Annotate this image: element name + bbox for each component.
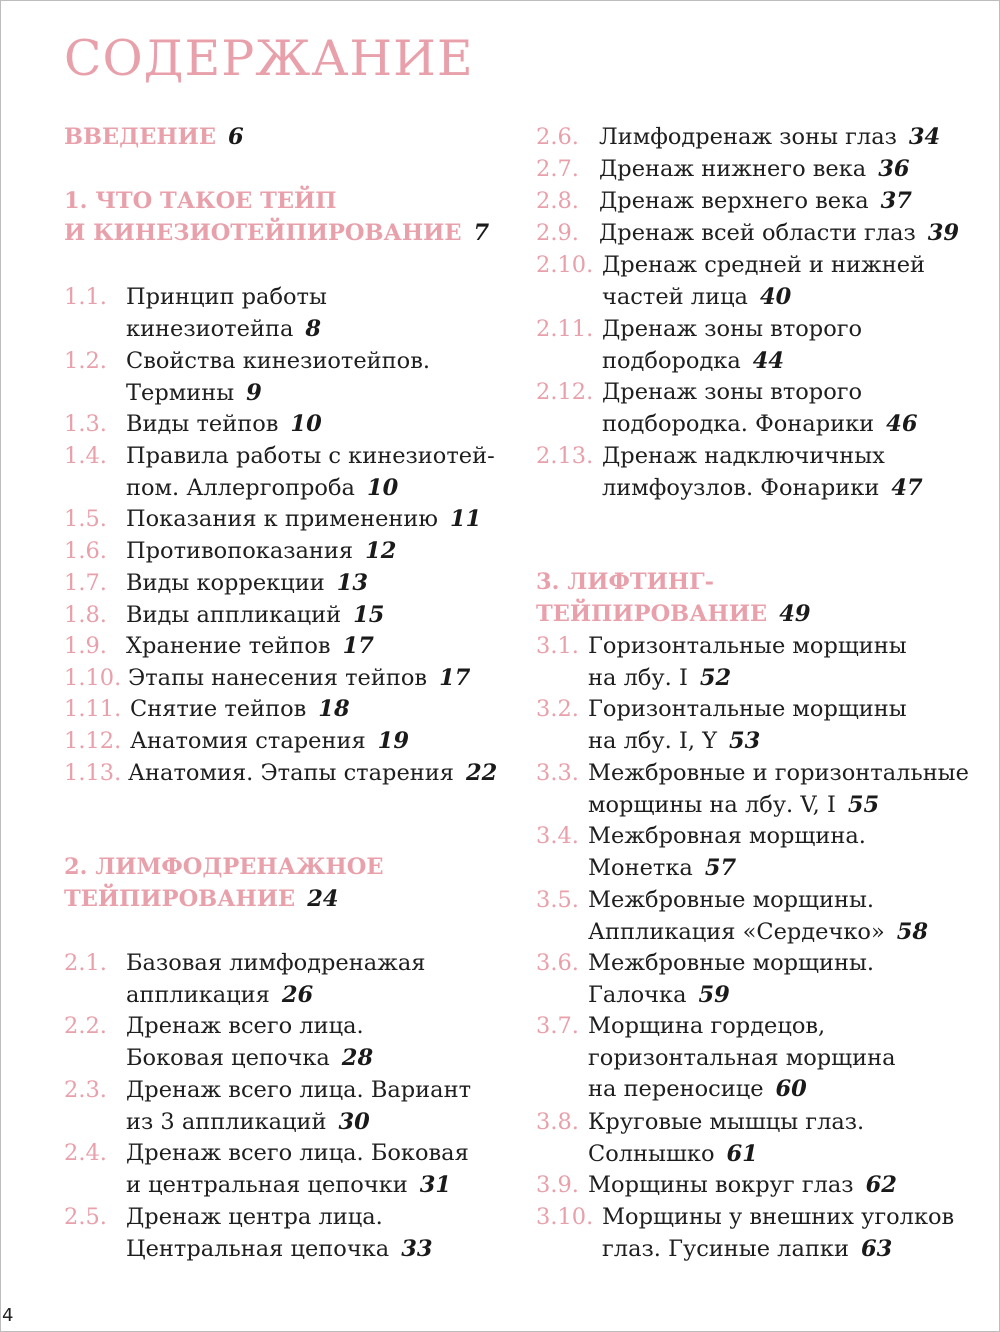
toc-entry-text: Анатомия старения [130,728,366,754]
toc-entry-number: 2.13. [536,443,594,469]
toc-entry-number: 2.2. [64,1013,107,1039]
toc-entry-number: 2.11. [536,316,594,342]
toc-entry-2-1[interactable] [64,948,514,1011]
toc-entry-1-1[interactable] [64,282,514,345]
toc-entry-text: Горизонтальные морщины на лбу. I [588,633,907,691]
toc-page-number: 46 [886,410,918,437]
toc-entry-3-9[interactable] [536,1170,986,1202]
toc-entry-2-9[interactable] [536,218,986,250]
toc-entry-number: 3.8. [536,1109,579,1135]
toc-entry-1-6[interactable] [64,536,514,568]
toc-entry-number: 1.13. [64,760,122,786]
toc-entry-text: Лимфодренаж зоны глаз [599,124,897,150]
toc-page-number: 58 [896,918,929,945]
page-number-folio: 4 [2,1305,14,1326]
toc-entry-3-2[interactable] [536,694,986,757]
toc-entry-number: 2.1. [64,950,107,976]
toc-entry-1-12[interactable] [64,726,514,758]
toc-page-number: 6 [228,124,244,150]
toc-entry-2-4[interactable] [64,1138,514,1201]
toc-entry-number: 1.3. [64,411,107,437]
toc-entry-number: 3.7. [536,1013,579,1039]
toc-entry-number: 3.4. [536,823,579,849]
toc-entry-number: 1.12. [64,728,122,754]
toc-chapter-2[interactable] [64,852,514,915]
toc-entry-text: Межбровные морщины. Галочка [588,950,875,1008]
toc-entry-number: 2.3. [64,1077,107,1103]
toc-chapter-3[interactable] [536,567,986,630]
toc-page-number: 12 [365,538,397,564]
toc-page-number: 18 [318,696,350,722]
toc-page-number: 57 [704,854,737,881]
toc-entry-text: Противопоказания [126,538,354,564]
toc-page-number: 8 [305,315,322,342]
toc-entry-text: Круговые мышцы глаз. Солнышко [588,1109,865,1167]
page-title: СОДЕРЖАНИЕ [64,30,474,87]
toc-entry-text: Виды коррекции [126,570,325,596]
toc-chapter-1[interactable] [64,186,514,249]
toc-entry-2-5[interactable] [64,1202,514,1265]
toc-page-number: 17 [439,665,471,691]
toc-entry-2-13[interactable] [536,441,986,504]
toc-entry-number: 1.6. [64,538,107,564]
toc-entry-3-7[interactable] [536,1011,986,1106]
toc-entry-text: Морщина гордецов, горизонтальная морщина на переносице [588,1013,896,1103]
toc-page-number: 17 [342,633,374,659]
toc-entry-1-10[interactable] [64,663,514,695]
toc-entry-text: Морщины у внешних уголков глаз. Гусиные лапки [602,1204,955,1262]
toc-entry-number: 3.3. [536,760,579,786]
toc-entry-text: Дренаж центра лица. Центральная цепочка [126,1204,390,1262]
toc-entry-text: Виды аппликаций [126,602,342,628]
toc-entry-1-4[interactable] [64,441,514,504]
toc-entry-text: Дренаж зоны второго подбородка. Фонарики [602,379,875,437]
toc-entry-number: 2.9. [536,220,579,246]
toc-entry-number: 1.10. [64,665,122,691]
toc-entry-3-1[interactable] [536,631,986,694]
toc-entry-number: 1.4. [64,443,107,469]
toc-page-number: 59 [698,981,730,1008]
toc-page-number: 63 [860,1235,893,1262]
toc-chapter-label: 1. ЧТО ТАКОЕ ТЕЙП И КИНЕЗИОТЕЙПИРОВАНИЕ [64,188,462,246]
toc-entry-text: Анатомия. Этапы старения [128,760,454,786]
toc-entry-2-10[interactable] [536,250,986,313]
toc-page-number: 61 [726,1140,758,1167]
toc-entry-1-5[interactable] [64,504,514,536]
toc-entry-text: Базовая лимфодренажая аппликация [126,950,426,1008]
toc-entry-number: 3.1. [536,633,579,659]
toc-chapter-label: 3. ЛИФТИНГ-ТЕЙПИРОВАНИЕ [536,569,768,627]
toc-entry-number: 2.7. [536,156,579,182]
toc-entry-text: Принцип работы кинезиотейпа [126,284,327,342]
toc-page-number: 40 [759,283,792,310]
toc-entry-text: Показания к применению [126,506,438,532]
toc-entry-2-11[interactable] [536,314,986,377]
toc-entry-text: Свойства кинезиотейпов. Термины [126,348,431,406]
toc-entry-text: Дренаж нижнего века [599,156,867,182]
toc-entry-text: Дренаж верхнего века [599,188,869,214]
toc-entry-1-7[interactable] [64,568,514,600]
toc-entry-3-3[interactable] [536,758,986,821]
toc-entry-number: 1.7. [64,570,107,596]
toc-entry-3-5[interactable] [536,885,986,948]
toc-entry-number: 3.10. [536,1204,594,1230]
toc-entry-number: 2.12. [536,379,594,405]
toc-entry-text: Дренаж всего лица. Вариант из 3 аппликаций [126,1077,472,1135]
toc-entry-2-8[interactable] [536,186,986,218]
toc-page-number: 10 [290,411,322,437]
toc-page-number: 55 [847,791,880,818]
toc-page-number: 37 [880,188,912,214]
toc-chapter-label: ВВЕДЕНИЕ [64,124,217,150]
toc-entry-text: Межбровные и горизонтальные морщины на лбу. V, I [588,760,969,818]
toc-entry-number: 2.6. [536,124,579,150]
toc-entry-text: Снятие тейпов [130,696,307,722]
toc-page-number: 24 [307,885,339,912]
toc-entry-number: 1.11. [64,696,122,722]
toc-entry-text: Межбровные морщины. Аппликация «Сердечко» [588,887,885,945]
toc-page-number: 10 [366,474,399,501]
toc-entry-2-3[interactable] [64,1075,514,1138]
toc-page-number: 30 [338,1108,370,1135]
toc-entry-text: Морщины вокруг глаз [588,1172,854,1198]
toc-page-number: 44 [752,347,785,374]
toc-entry-1-2[interactable] [64,346,514,409]
toc-entry-number: 3.9. [536,1172,579,1198]
toc-entry-text: Межбровная морщина. Монетка [588,823,866,881]
toc-entry-number: 2.5. [64,1204,107,1230]
toc-page-number: 49 [779,600,811,627]
toc-entry-text: Дренаж всего лица. Боковая и центральная цепочки [126,1140,469,1198]
toc-page-number: 19 [377,728,409,754]
toc-page-number: 60 [775,1076,807,1103]
toc-entry-3-4[interactable] [536,821,986,884]
toc-entry-number: 1.8. [64,602,107,628]
toc-page-number: 31 [419,1171,452,1198]
toc-page-number: 39 [927,220,960,246]
toc-page-number: 11 [450,506,482,532]
toc-page-number: 36 [878,156,910,182]
toc-page-number: 26 [281,981,314,1008]
toc-chapter-label: 2. ЛИМФОДРЕНАЖНОЕ ТЕЙПИРОВАНИЕ [64,854,384,912]
toc-entry-2-7[interactable] [536,154,986,186]
toc-entry-number: 1.9. [64,633,107,659]
toc-entry-text: Этапы нанесения тейпов [128,665,428,691]
toc-entry-text: Горизонтальные морщины на лбу. I, Y [588,696,907,754]
toc-entry-text: Хранение тейпов [126,633,331,659]
toc-entry-number: 2.4. [64,1140,107,1166]
toc-page-number: 22 [465,760,498,786]
toc-entry-3-6[interactable] [536,948,986,1011]
toc-entry-1-8[interactable] [64,600,514,632]
toc-page-number: 7 [473,219,490,246]
toc-intro[interactable] [64,122,514,154]
toc-page-number: 47 [891,474,923,501]
toc-entry-2-12[interactable] [536,377,986,440]
toc-entry-text: Дренаж надключичных лимфоузлов. Фонарики [602,443,885,501]
toc-page-number: 9 [246,379,262,406]
toc-entry-2-2[interactable] [64,1011,514,1074]
toc-page-number: 33 [401,1235,433,1262]
toc-entry-number: 3.5. [536,887,579,913]
toc-page-number: 13 [336,570,369,596]
toc-entry-2-6[interactable] [536,122,986,154]
toc-entry-number: 1.5. [64,506,107,532]
toc-page-number: 52 [699,664,732,691]
toc-page-number: 53 [729,727,761,754]
toc-entry-text: Дренаж всего лица. Боковая цепочка [126,1013,364,1071]
toc-page-number: 28 [341,1044,374,1071]
toc-entry-number: 3.6. [536,950,579,976]
toc-page-number: 62 [865,1172,897,1198]
toc-entry-text: Дренаж средней и нижней частей лица [602,252,926,310]
toc-entry-1-3[interactable] [64,409,514,441]
toc-page-number: 34 [908,124,941,150]
toc-entry-number: 1.2. [64,348,107,374]
toc-entry-text: Виды тейпов [126,411,279,437]
toc-entry-1-9[interactable] [64,631,514,663]
toc-entry-number: 2.8. [536,188,579,214]
toc-entry-text: Дренаж зоны второго подбородка [602,316,863,374]
toc-entry-number: 1.1. [64,284,107,310]
toc-entry-3-10[interactable] [536,1202,986,1265]
toc-entry-text: Дренаж всей области глаз [599,220,916,246]
toc-entry-1-11[interactable] [64,694,514,726]
toc-entry-text: Правила работы с кинезиотей- пом. Аллергопроба [126,443,495,501]
toc-entry-number: 3.2. [536,696,579,722]
toc-entry-number: 2.10. [536,252,594,278]
toc-page-number: 15 [353,602,385,628]
toc-entry-1-13[interactable] [64,758,514,790]
toc-entry-3-8[interactable] [536,1107,986,1170]
